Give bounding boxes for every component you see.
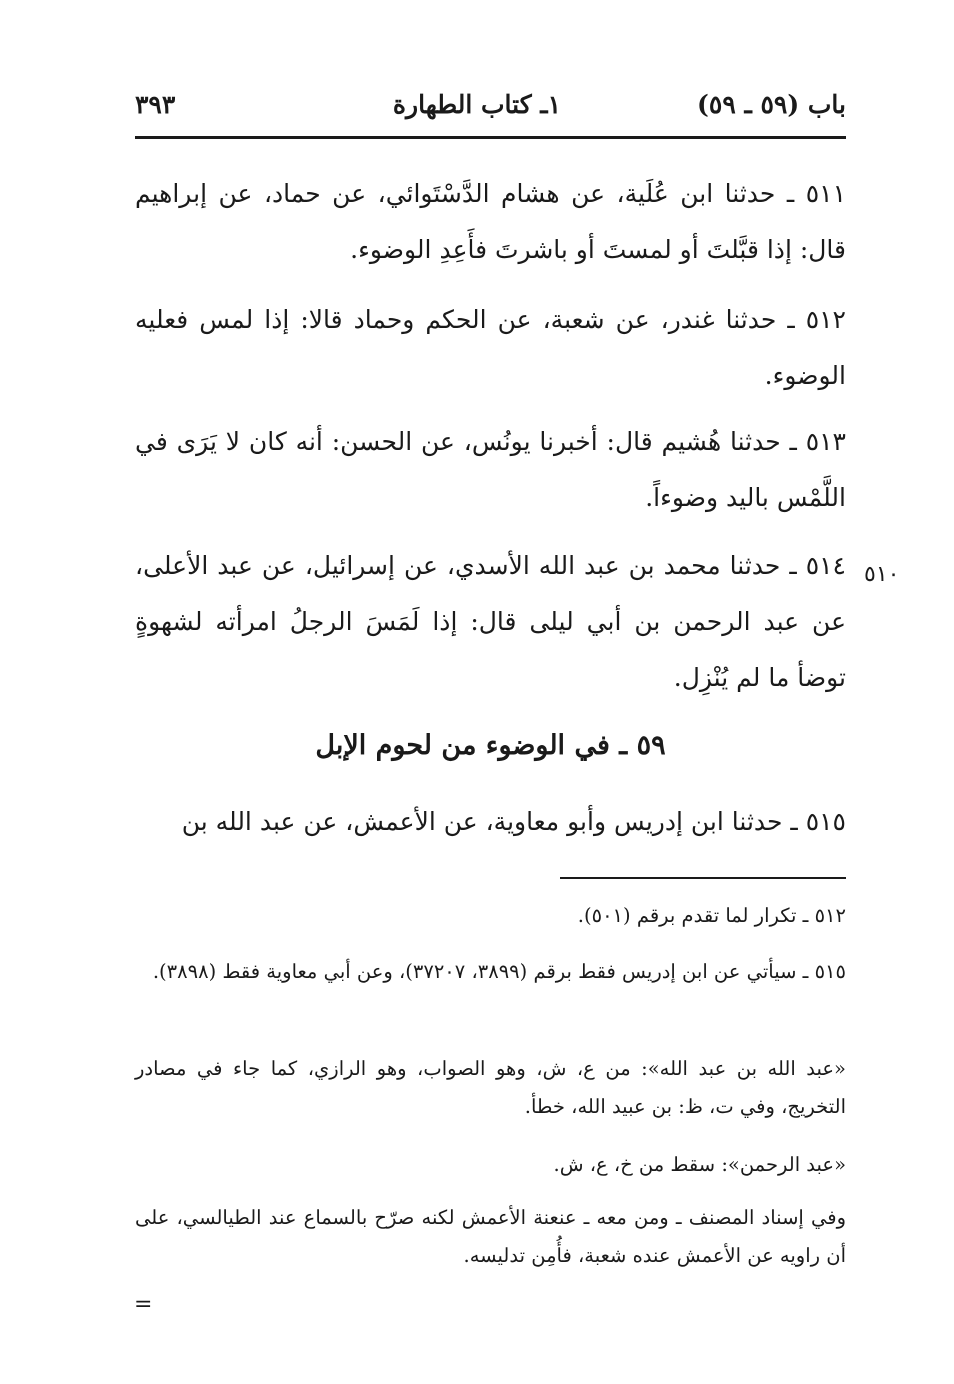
chapter-range: باب (٥٩ ـ ٥٩) — [697, 90, 846, 119]
hadith-513: ٥١٣ ـ حدثنا هُشيم قال: أخبرنا يونُس، عن الحسن: أنه كان لا يَرَى في اللَّمْس باليد وضوءاً. — [135, 427, 846, 512]
page-number: ٣٩٣ — [135, 90, 176, 119]
section-heading: ٥٩ ـ في الوضوء من لحوم الإبل — [315, 730, 666, 761]
footnote-512: ٥١٢ ـ تكرار لما تقدم برقم (٥٠١). — [577, 904, 846, 927]
footnote-note-abdulrahman: «عبد الرحمن»: سقط من خ، ع، ش. — [553, 1153, 846, 1176]
book-title: ١ـ كتاب الطهارة — [392, 90, 562, 119]
footnote-note-isnad: وفي إسناد المصنف ـ ومن معه ـ عنعنة الأعمش لكنه صرّح بالسماع عند الطيالسي، على أن راويه عن الأعمش عنده شعبة، فأُمِن تدليسه. — [135, 1206, 846, 1267]
footnote-515: ٥١٥ ـ سيأتي عن ابن إدريس فقط برقم (٣٨٩٩، ٣٧٢٠٧)، وعن أبي معاوية فقط (٣٨٩٨). — [152, 960, 846, 983]
footnote-rule — [560, 877, 846, 879]
hadith-514: ٥١٤ ـ حدثنا محمد بن عبد الله الأسدي، عن إسرائيل، عن عبد الأعلى، عن عبد الرحمن بن أبي ليلى قال: إذا لَمَسَ الرجلُ امرأته لشهوةٍ توضأ ما لم يُنْزِل. — [135, 551, 846, 692]
continuation-mark: = — [134, 1292, 153, 1317]
hadith-515: ٥١٥ ـ حدثنا ابن إدريس وأبو معاوية، عن الأعمش، عن عبد الله بن — [181, 807, 846, 836]
header-rule — [135, 136, 846, 139]
footnote-note-abdullah: «عبد الله بن عبد الله»: من ع، ش، وهو الصواب، وهو الرازي، كما جاء في مصادر التخريج، وفي ت، ظ: بن عبيد الله، خطأ. — [135, 1057, 846, 1118]
hadith-511: ٥١١ ـ حدثنا ابن عُلَية، عن هشام الدَّسْتَوائي، عن حماد، عن إبراهيم قال: إذا قبَّلتَ أو لمستَ أو باشرتَ فأَعِدِ الوضوء. — [135, 179, 847, 264]
hadith-512: ٥١٢ ـ حدثنا غندر، عن شعبة، عن الحكم وحماد قالا: إذا لمس فعليه الوضوء. — [135, 305, 846, 390]
margin-number: ٥١٠ — [864, 562, 900, 587]
